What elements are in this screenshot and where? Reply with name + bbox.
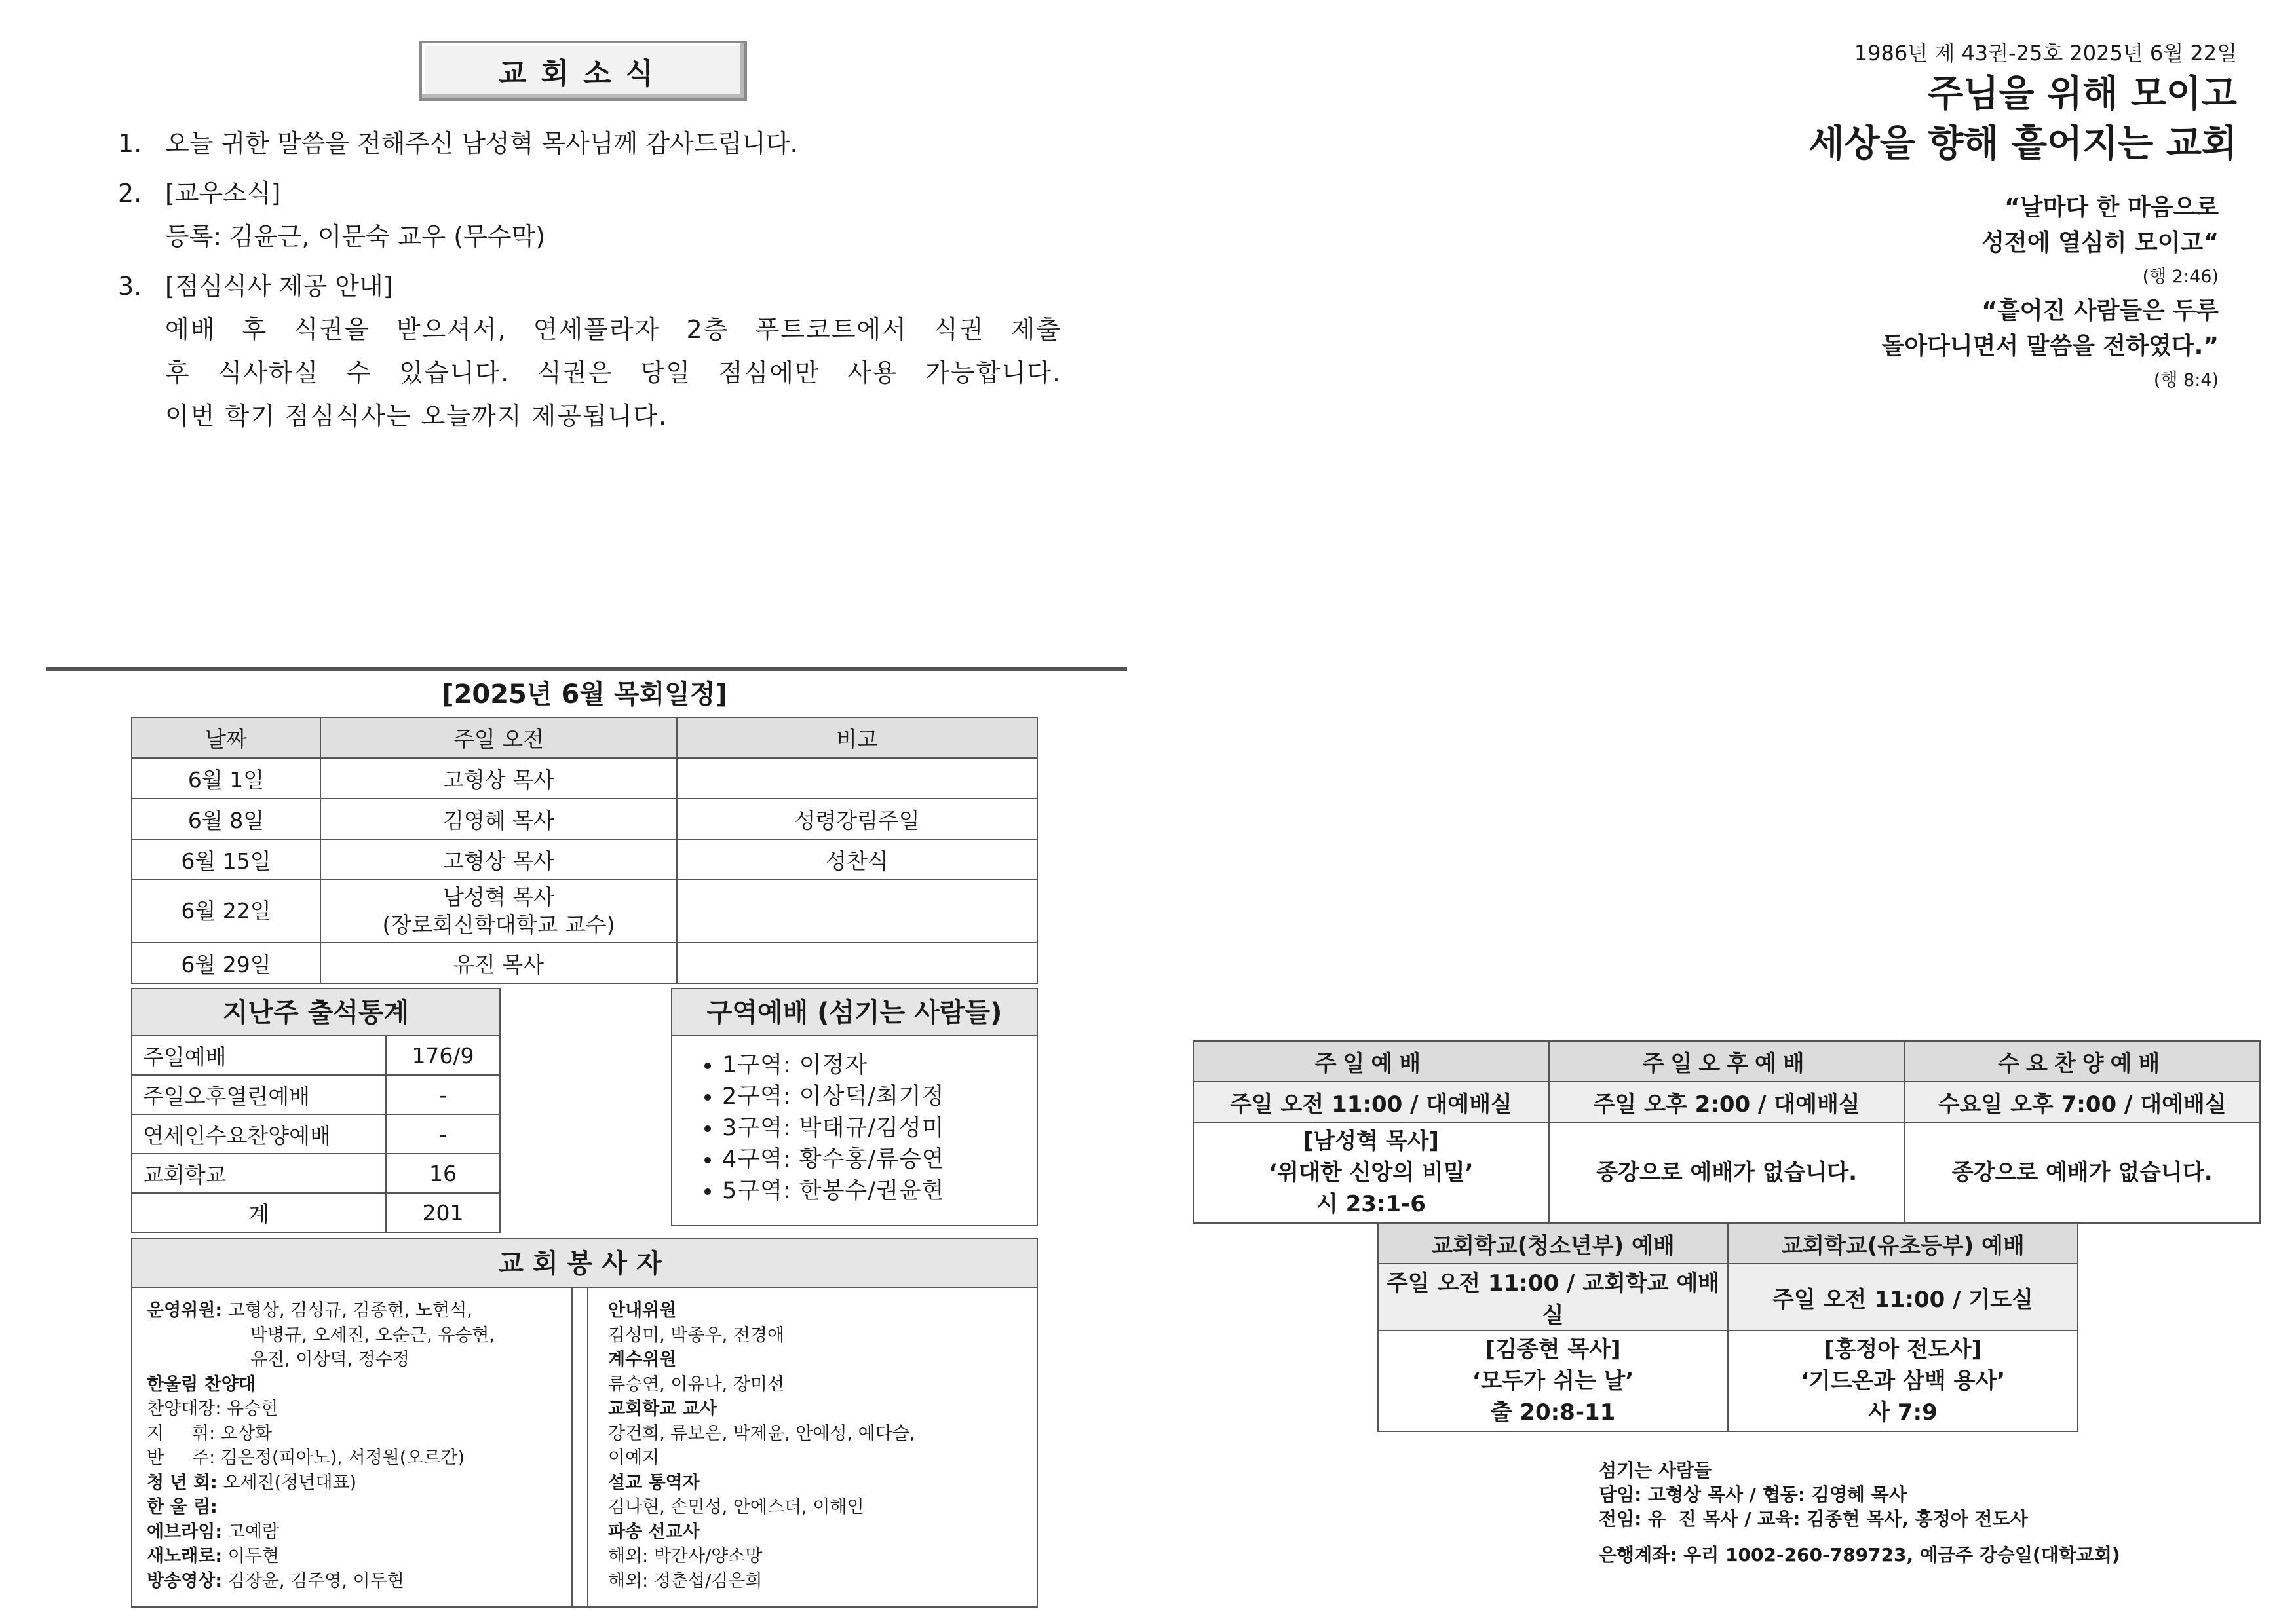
volunteers-box bbox=[131, 1287, 1038, 1608]
table-header-row bbox=[1378, 1223, 2078, 1264]
column-header: 수요찬양예배 bbox=[1904, 1041, 2260, 1082]
table-row: 교회학교 16 bbox=[132, 1154, 500, 1193]
column-header: 주일 오전 bbox=[320, 717, 677, 758]
schedule-table bbox=[131, 717, 1038, 984]
list-item: • 5구역: 한봉수/권윤현 bbox=[722, 1175, 1037, 1207]
news-item: 1. 오늘 귀한 말씀을 전해주신 남성혁 목사님께 감사드립니다. bbox=[118, 129, 798, 158]
attendance-table bbox=[131, 1035, 501, 1233]
table-row: 주일오후열린예배 - bbox=[132, 1075, 500, 1114]
districts-list bbox=[672, 1049, 1037, 1207]
volunteers-left-column: 운영위원: 고형상, 김성규, 김종현, 노현석, 박병규, 오세진, 오순근, 유승현, 유진, 이상덕, 정수정 한울림 찬양대 찬양대장: 유승현 지 휘: 오상화 반 주: 김은정(피아노), 서정원(오르간) 청 년 회: 오세진(청년대표) 한 울 림: 에브라임: 고예람 새노래로: 이두현 방송영상: 김장윤, 김주영, 이두현 bbox=[147, 1300, 495, 1591]
table-row: 주일예배 176/9 bbox=[132, 1036, 500, 1075]
issue-info: 1986년 제 43권-25호 2025년 6월 22일 bbox=[1854, 41, 2237, 66]
bible-verse: “날마다 한 마음으로 성전에 열심히 모이고“ bbox=[1981, 194, 2219, 256]
school-worship-table bbox=[1377, 1222, 2078, 1432]
table-row: 6월 29일 유진 목사 bbox=[132, 943, 1037, 983]
list-item: • 4구역: 황수홍/류승연 bbox=[722, 1144, 1037, 1175]
column-header: 날짜 bbox=[132, 717, 320, 758]
table-row: 6월 15일 고형상 목사 성찬식 bbox=[132, 839, 1037, 880]
table-row: 주일 오전 11:00 / 대예배실 주일 오후 2:00 / 대예배실 수요일 오후 7:00 / 대예배실 bbox=[1193, 1082, 2260, 1122]
table-row: [김종현 목사] ‘모두가 쉬는 날’ 출 20:8-11 [홍정아 전도사] ‘기드온과 삼백 용사’ 사 7:9 bbox=[1378, 1331, 2078, 1431]
table-row: [남성혁 목사] ‘위대한 신앙의 비밀’ 시 23:1-6 종강으로 예배가 없습니다. 종강으로 예배가 없습니다. bbox=[1193, 1122, 2260, 1223]
list-item: • 3구역: 박태규/김성미 bbox=[722, 1112, 1037, 1144]
districts-title: 구역예배 (섬기는 사람들) bbox=[671, 988, 1038, 1036]
news-item: 3. [점심식사 제공 안내] 예배 후 식권을 받으셔서, 연세플라자 2층 푸트코트에서 식권 제출 후 식사하실 수 있습니다. 식권은 당일 점심에만 사용 가능합니다. 이번 학기 점심식사는 오늘까지 제공됩니다. bbox=[118, 272, 1062, 430]
column-header: 주일오후예배 bbox=[1549, 1041, 1905, 1082]
table-row: 연세인수요찬양예배 - bbox=[132, 1114, 500, 1154]
attendance-title: 지난주 출석통계 bbox=[131, 988, 501, 1036]
districts-box bbox=[671, 1035, 1038, 1226]
table-header-row bbox=[132, 717, 1037, 758]
schedule-title: [2025년 6월 목회일정] bbox=[442, 679, 727, 709]
verse-reference: (행 8:4) bbox=[2153, 370, 2219, 390]
footer-info: 섬기는 사람들 담임: 고형상 목사 / 협동: 김영혜 목사 전임: 유 진 목사 / 교육: 김종현 목사, 홍정아 전도사 은행계좌: 우리 1002-260-789723, 예금주 강승일(대학교회) bbox=[1599, 1460, 2120, 1566]
table-row: 계 201 bbox=[132, 1193, 500, 1232]
table-row: 6월 22일 남성혁 목사 (장로회신학대학교 교수) bbox=[132, 880, 1037, 943]
table-header-row bbox=[1193, 1041, 2260, 1082]
worship-table bbox=[1193, 1040, 2261, 1224]
section-divider bbox=[46, 667, 1127, 671]
column-header: 비고 bbox=[677, 717, 1037, 758]
table-row: 주일 오전 11:00 / 교회학교 예배실 주일 오전 11:00 / 기도실 bbox=[1378, 1264, 2078, 1331]
column-header: 교회학교(청소년부) 예배 bbox=[1378, 1223, 1728, 1264]
bible-verse: “흩어진 사람들은 두루 돌아다니면서 말씀을 전하였다.” bbox=[1881, 297, 2219, 360]
church-slogan: 주님을 위해 모이고 세상을 향해 흩어지는 교회 bbox=[1808, 73, 2237, 165]
news-item: 2. [교우소식] 등록: 김윤근, 이문숙 교우 (무수막) bbox=[118, 179, 546, 251]
list-item: • 1구역: 이정자 bbox=[722, 1049, 1037, 1081]
news-title: 교회소식 bbox=[419, 41, 747, 101]
volunteers-title: 교회봉사자 bbox=[131, 1238, 1038, 1288]
news-list bbox=[118, 122, 1062, 444]
volunteers-right-column: 안내위원 김성미, 박종우, 전경애 계수위원 류승연, 이유나, 장미선 교회학교 교사 강건희, 류보은, 박제윤, 안예성, 예다슬, 이예지 설교 통역자 김나현, 손민성, 안에스더, 이해인 파송 선교사 해외: 박간사/양소망 해외: 정춘섭/김은희 bbox=[608, 1300, 915, 1591]
column-header: 주일예배 bbox=[1193, 1041, 1549, 1082]
list-item: • 2구역: 이상덕/최기정 bbox=[722, 1081, 1037, 1112]
column-header: 교회학교(유초등부) 예배 bbox=[1728, 1223, 2078, 1264]
table-row: 6월 8일 김영혜 목사 성령강림주일 bbox=[132, 799, 1037, 839]
verse-reference: (행 2:46) bbox=[2142, 267, 2219, 287]
table-row: 6월 1일 고형상 목사 bbox=[132, 758, 1037, 799]
